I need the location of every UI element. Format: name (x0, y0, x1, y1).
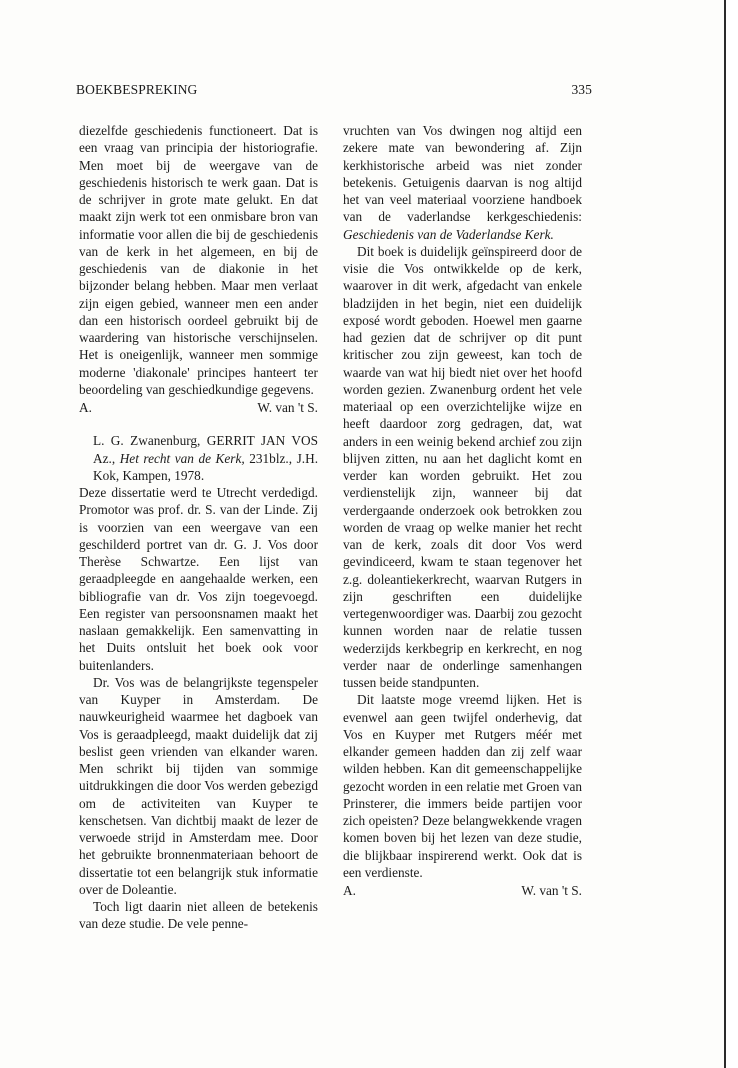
review-continuation: diezelfde geschiedenis functioneert. Dat is een vraag van principia der historiografie. Men moet bij de weergave van de geschiedenis historisch te werk gaan. Dat is de schrijver in grote mate gelukt. En dat maakt zijn werk tot een onmisbare bron van informatie voor allen die bij de geschiedenis van de kerk in het algemeen, en bij de geschiedenis van de diakonie in het bijzonder belang hebben. Maar men verlaat zijn eigen gebied, wanneer men een ander dan een historisch oordeel gebruikt bij de waardering van historische verschijnselen. Het is oneigenlijk, wanneer men sommige moderne 'diakonale' principes hanteert ter beoordeling van geschiedkundige gegevens. (79, 123, 318, 397)
review-paragraph-4 (343, 122, 582, 243)
signature-initial: A. (343, 883, 356, 898)
review-paragraph-1: Deze dissertatie werd te Utrecht verdedigd. Promotor was prof. dr. S. van der Linde. Zij is voorzien van een weergave van een geschilderd portret van dr. G. J. Vos door Therèse Schwartze. Een lijst van geraadpleegde en aangehaalde werken, een bibliografie van dr. Vos zijn toegevoegd. Een register van persoonsnamen maakt het naslaan gemakkelijk. Een samenvatting in het Duits ontsluit het boek ook voor buitenlanders. (79, 485, 318, 673)
review-signature-2 (343, 882, 582, 899)
signature-reviewer: W. van 't S. (257, 400, 318, 415)
signature-initial: A. (79, 400, 92, 415)
column-right (343, 122, 582, 899)
page-number: 335 (571, 82, 592, 97)
book-reference (79, 432, 318, 484)
reference-title: Het recht van de Kerk, (119, 450, 245, 466)
cited-book-title: Geschiedenis van de Vaderlandse Kerk. (343, 226, 554, 242)
reference-publication: 231blz., J.H. Kok, Kampen, 1978. (93, 450, 319, 483)
paragraph-text: vruchten van Vos dwingen nog altijd een zekere mate van bewondering af. Zijn kerkhistorische arbeid was niet zonder betekenis. Getuigenis daarvan is nog altijd het van veel materiaal voorziene handboek van de vaderlandse kerkgeschiedenis: (343, 123, 582, 225)
page-edge (724, 0, 726, 1068)
review-signature (79, 399, 318, 416)
column-left (79, 122, 318, 933)
signature-reviewer: W. van 't S. (521, 883, 582, 898)
review-paragraph-2: Dr. Vos was de belangrijkste tegenspeler van Kuyper in Amsterdam. De nauwkeurigheid waarmee het dagboek van Vos is geraadpleegd, maakt duidelijk dat zij beslist geen vrienden van elkander waren. Men schrikt bij tijden van sommige uitdrukkingen die door Vos werden gebezigd om de activiteiten van Kuyper te kenschetsen. Van dichtbij maakt de lezer de verwoede strijd in Amsterdam mee. Door het gebruikte bronnenmateriaan behoort de dissertatie tot een belangrijk stuk informatie over de Doleantie. (79, 674, 318, 897)
review-paragraph-5: Dit boek is duidelijk geïnspireerd door de visie die Vos ontwikkelde op de kerk, waarover in dit werk, afgedacht van enkele bladzijden in het begin, niet een duidelijk exposé wordt geboden. Hoewel men gaarne had gezien dat de schrijver op dit punt kritischer zou zijn geweest, kan toch de waarde van wat hij biedt niet over het hoofd worden gezien. Zwanenburg ordent het vele materiaal op een overzichtelijke wijze en heeft daardoor zorg gedragen, dat, wat anders in een weinig bekend archief zou zijn blijven zitten, nu aan het daglicht komt en verder kan worden gebruikt. Het zou verdienstelijk zijn, wanneer bij dat verdergaande onderzoek ook betrokken zou worden de vraag op welke manier het recht van de kerk, zoals dit door Vos werd gevindiceerd, kwam te staan tegenover het z.g. doleantiekerkrecht, waarvan Rutgers in zijn geschriften een duidelijke vertegenwoordiger was. Daarbij zou gezocht kunnen worden naar de relatie tussen wederzijds kerkbegrip en kerkrecht, en nog verder naar de onderlinge samenhangen tussen beide standpunten. (343, 243, 582, 690)
reference-author: L. G. Zwanenburg, GERRIT JAN VOS Az., (93, 433, 318, 466)
review-paragraph-6: Dit laatste moge vreemd lijken. Het is evenwel aan geen twijfel onderhevig, dat Vos en Kuyper met Rutgers méér met elkander gemeen hadden dan zij zelf waar wilden hebben. Kan dit gemeenschappelijke gezocht worden in een relatie met Groen van Prinsterer, die immers beide partijen voor zich opeisten? Deze belangwekkende vragen komen boven bij het lezen van deze studie, die blijkbaar inspirerend werkt. Ook dat is een verdienste. (343, 692, 582, 880)
review-paragraph-3: Toch ligt daarin niet alleen de betekenis van deze studie. De vele penne- (79, 899, 318, 932)
section-title: BOEKBESPREKING (76, 82, 198, 97)
